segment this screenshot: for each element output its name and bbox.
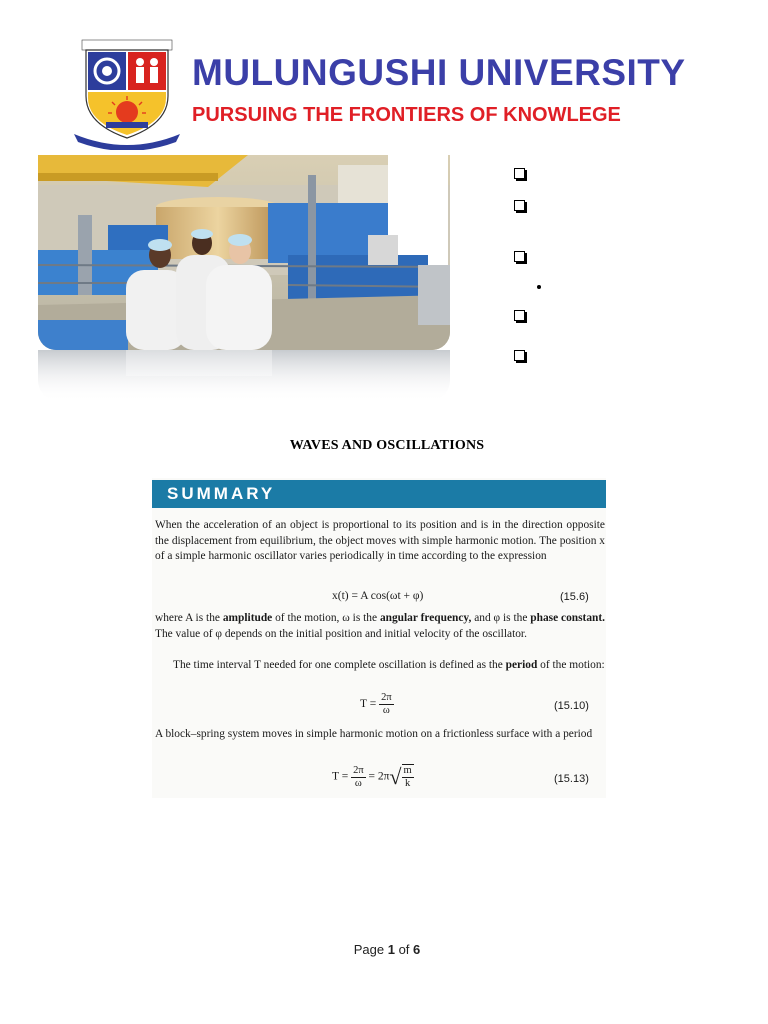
checkbox-icon: [514, 251, 525, 262]
checkbox-icon: [514, 310, 525, 321]
summary-heading: SUMMARY: [167, 484, 276, 503]
summary-paragraph-2: where A is the amplitude of the motion, ω is the angular frequency, and φ is the phase constant. The value of φ depends on the initial position and initial velocity of the oscillator.: [155, 612, 605, 640]
equation-15-13: T = $\frac{2\pi}{\omega}$ = 2π√ $\frac{m}{k}$: [332, 764, 412, 789]
university-name: MULUNGUSHI UNIVERSITY: [192, 52, 686, 93]
lab-photo-reflection: [38, 350, 450, 402]
equation-number: (15.6): [560, 591, 589, 603]
summary-paragraph-1: When the acceleration of an object is proportional to its position and is in the direction opposite the displacement from equilibrium, the object moves with simple harmonic motion. The position x of a simple harmonic oscillator varies periodically in time according to the expression: [155, 519, 605, 563]
lab-photo: [38, 155, 450, 350]
equation-15-10: T = $\frac{2\pi}{\omega}$: [360, 692, 392, 716]
summary-heading-bar: [152, 480, 606, 508]
university-logo: [72, 38, 182, 150]
summary-paragraph-3: The time interval T needed for one complete oscillation is defined as the period of the motion:: [173, 659, 605, 671]
university-tagline: PURSUING THE FRONTIERS OF KNOWLEGE: [192, 104, 621, 126]
sqrt-icon: √: [389, 764, 402, 789]
summary-excerpt: [152, 478, 606, 798]
checkbox-icon: [514, 350, 525, 361]
page-number: Page 1 of 6: [353, 942, 421, 957]
bullet-icon: [537, 285, 541, 289]
document-title: WAVES AND OSCILLATIONS: [289, 438, 485, 453]
checkbox-icon: [514, 200, 525, 211]
equation-number: (15.13): [554, 773, 589, 785]
equation-number: (15.10): [554, 700, 589, 712]
summary-paragraph-4: A block–spring system moves in simple harmonic motion on a frictionless surface with a period: [155, 728, 593, 740]
checkbox-icon: [514, 168, 525, 179]
equation-15-6: x(t) = A cos(ωt + φ): [332, 590, 424, 602]
